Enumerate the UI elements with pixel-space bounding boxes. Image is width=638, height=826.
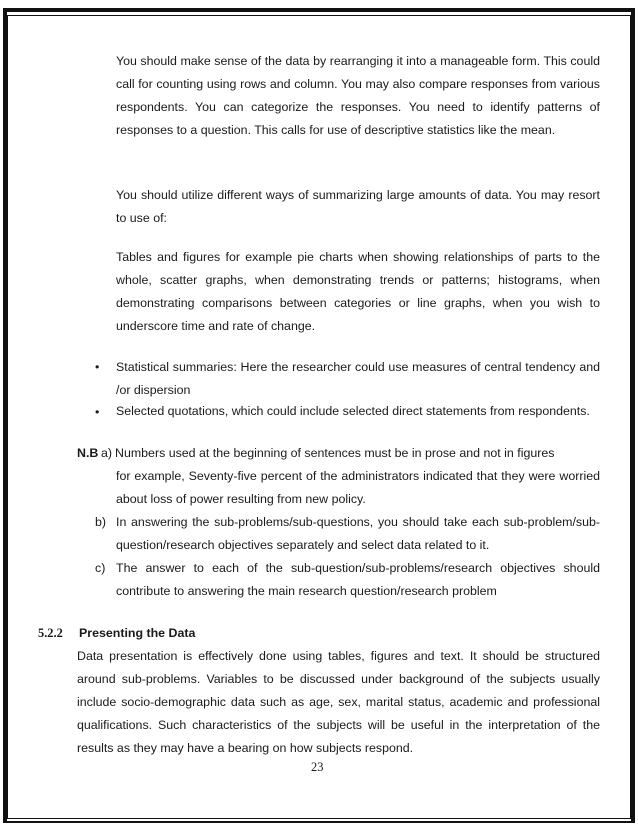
nb-item-a-continuation: for example, Seventy-five percent of the administrators indicated that they were worried about loss of power resulting from new policy.	[116, 469, 600, 506]
paragraph-organize-data: You should make sense of the data by rearranging it into a manageable form. This could call for counting using rows and column. You may also compare responses from various respondents. You can categorize the responses. You need to identify patterns of responses to a question. This calls for use of descriptive statistics like the mean.	[116, 54, 600, 137]
page-number: 23	[311, 760, 324, 774]
nb-label: N.B	[77, 446, 99, 460]
section-title: Presenting the Data	[79, 626, 196, 640]
bullet-statistical-summaries: Statistical summaries: Here the researcher could use measures of central tendency and /or dispersion	[116, 360, 600, 397]
nb-item-a: Numbers used at the beginning of sentences must be in prose and not in figures	[115, 446, 555, 460]
nb-item-c: The answer to each of the sub-question/sub-problems/research objectives should contribute to answering the main research question/research problem	[116, 561, 600, 598]
list-marker-a: a)	[101, 446, 113, 460]
bullet-icon: •	[95, 405, 100, 419]
section-number: 5.2.2	[38, 626, 63, 640]
bullet-selected-quotations: Selected quotations, which could include selected direct statements from respondents.	[116, 404, 590, 418]
list-marker-b: b)	[95, 515, 107, 529]
nb-item-b: In answering the sub-problems/sub-questions, you should take each sub-problem/sub-question/research objectives separately and select data related to it.	[116, 515, 600, 552]
section-body: Data presentation is effectively done using tables, figures and text. It should be structured around sub-problems. Variables to be discussed under background of the subjects usually include socio-demographic data such as age, sex, marital status, academic and professional qualifications. Such characteristics of the subjects will be useful in the interpretation of the results as they may have a bearing on how subjects respond.	[77, 649, 600, 755]
paragraph-summarize-data: You should utilize different ways of summarizing large amounts of data. You may resort to use of:	[116, 188, 600, 225]
bullet-icon: •	[95, 360, 100, 374]
list-marker-c: c)	[95, 561, 106, 575]
paragraph-tables-figures: Tables and figures for example pie charts when showing relationships of parts to the whole, scatter graphs, when demonstrating trends or patterns; histograms, when demonstrating comparisons between categories or line graphs, when you wish to underscore time and rate of change.	[116, 250, 600, 333]
